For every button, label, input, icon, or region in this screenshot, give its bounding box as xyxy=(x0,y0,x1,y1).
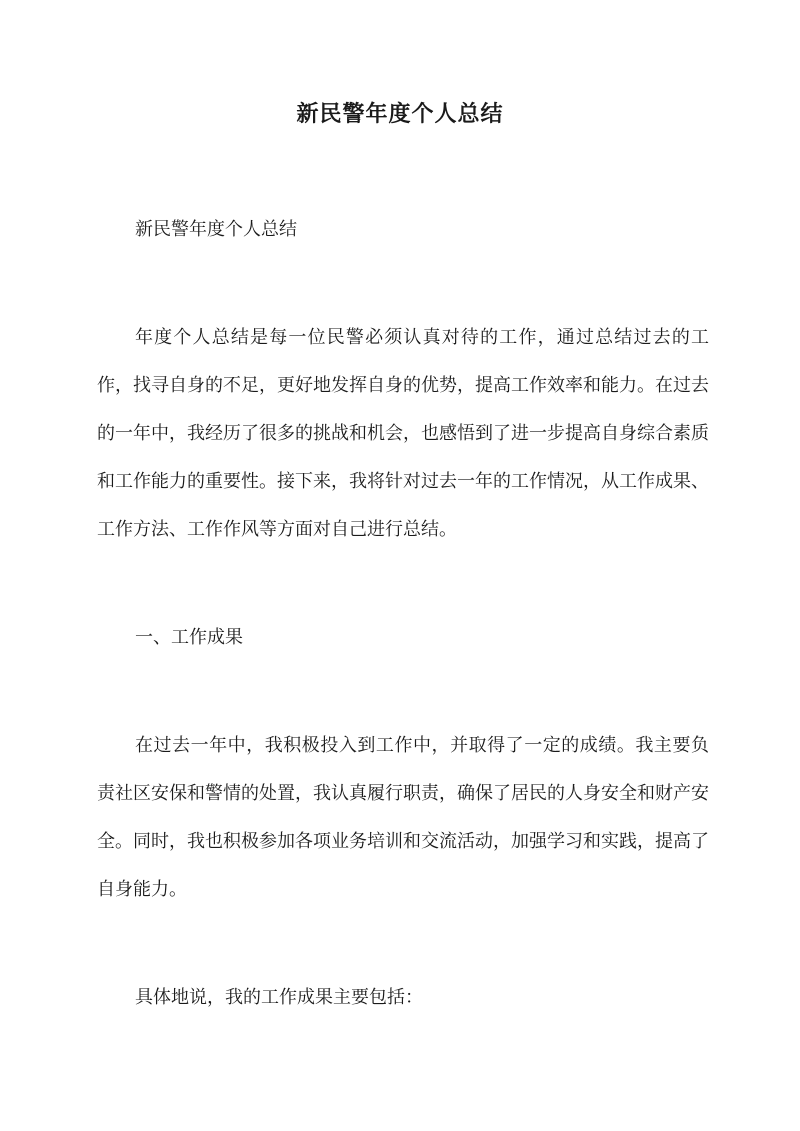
intro-paragraph: 年度个人总结是每一位民警必须认真对待的工作，通过总结过去的工作，找寻自身的不足，更好地发挥自身的优势，提高工作效率和能力。在过去的一年中，我经历了很多的挑战和机会，也感悟到了进一步提高自身综合素质和工作能力的重要性。接下来，我将针对过去一年的工作情况，从工作成果、工作方法、工作作风等方面对自己进行总结。 xyxy=(97,327,709,540)
details-paragraph: 具体地说，我的工作成果主要包括： xyxy=(135,987,423,1008)
achievements-paragraph: 在过去一年中，我积极投入到工作中，并取得了一定的成绩。我主要负责社区安保和警情的处置，我认真履行职责，确保了居民的人身安全和财产安全。同时，我也积极参加各项业务培训和交流活动，加强学习和实践，提高了自身能力。 xyxy=(97,735,709,900)
document-title: 新民警年度个人总结 xyxy=(296,101,504,127)
document-subtitle: 新民警年度个人总结 xyxy=(135,219,297,240)
section-heading: 一、工作成果 xyxy=(135,627,243,648)
